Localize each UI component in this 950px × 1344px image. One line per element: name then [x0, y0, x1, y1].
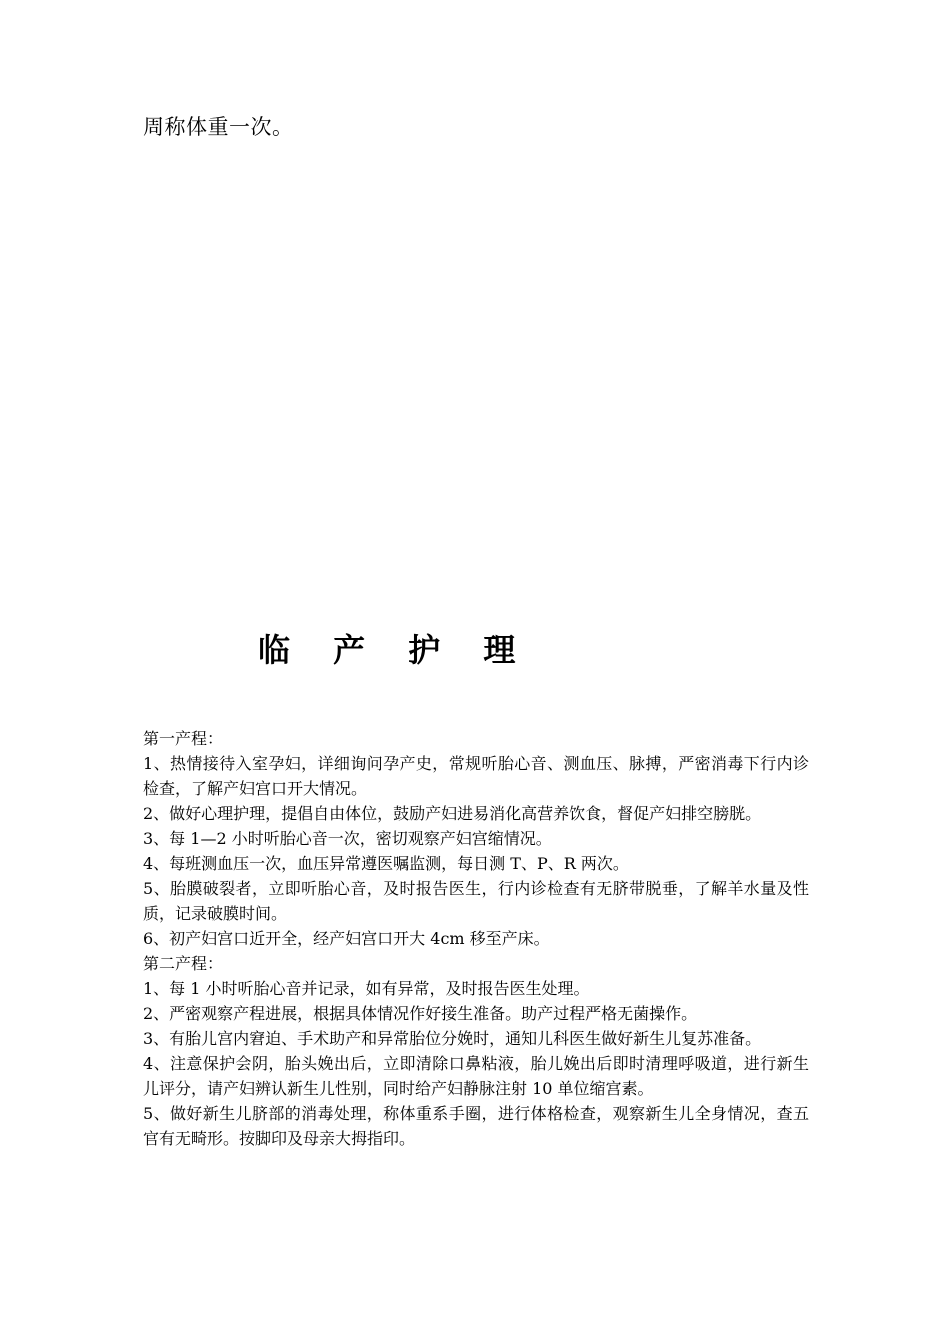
- list-item: 3、有胎儿宫内窘迫、手术助产和异常胎位分娩时，通知儿科医生做好新生儿复苏准备。: [143, 1029, 762, 1048]
- list-item: 1、每 1 小时听胎心音并记录，如有异常，及时报告医生处理。: [143, 979, 590, 998]
- section-title: 临 产 护 理: [258, 631, 532, 669]
- heading-second-stage: 第二产程：: [143, 954, 224, 973]
- list-item: 2、严密观察产程进展，根据具体情况作好接生准备。助产过程严格无菌操作。: [143, 1004, 698, 1023]
- continuation-text: 周称体重一次。: [143, 115, 294, 139]
- list-item: 1、热情接待入室孕妇，详细询问孕产史，常规听胎心音、测血压、脉搏，严密消毒下行内诊检查，了解产妇宫口开大情况。: [143, 754, 809, 798]
- list-item: 2、做好心理护理，提倡自由体位，鼓励产妇进易消化高营养饮食，督促产妇排空膀胱。: [143, 804, 762, 823]
- list-item: 5、胎膜破裂者，立即听胎心音，及时报告医生，行内诊检查有无脐带脱垂，了解羊水量及性质，记录破膜时间。: [143, 879, 809, 923]
- list-item: 6、初产妇宫口近开全，经产妇宫口开大 4cm 移至产床。: [143, 929, 550, 948]
- list-item: 5、做好新生儿脐部的消毒处理，称体重系手圈，进行体格检查，观察新生儿全身情况，查五官有无畸形。按脚印及母亲大拇指印。: [143, 1104, 809, 1148]
- list-item: 4、每班测血压一次，血压异常遵医嘱监测，每日测 T、P、R 两次。: [143, 854, 629, 873]
- list-item: 4、注意保护会阴，胎头娩出后，立即清除口鼻粘液，胎儿娩出后即时清理呼吸道，进行新生儿评分，请产妇辨认新生儿性别，同时给产妇静脉注射 10 单位缩宫素。: [143, 1054, 809, 1098]
- body-text: [143, 726, 809, 1151]
- heading-first-stage: 第一产程：: [143, 729, 224, 748]
- list-item: 3、每 1—2 小时听胎心音一次，密切观察产妇宫缩情况。: [143, 829, 552, 848]
